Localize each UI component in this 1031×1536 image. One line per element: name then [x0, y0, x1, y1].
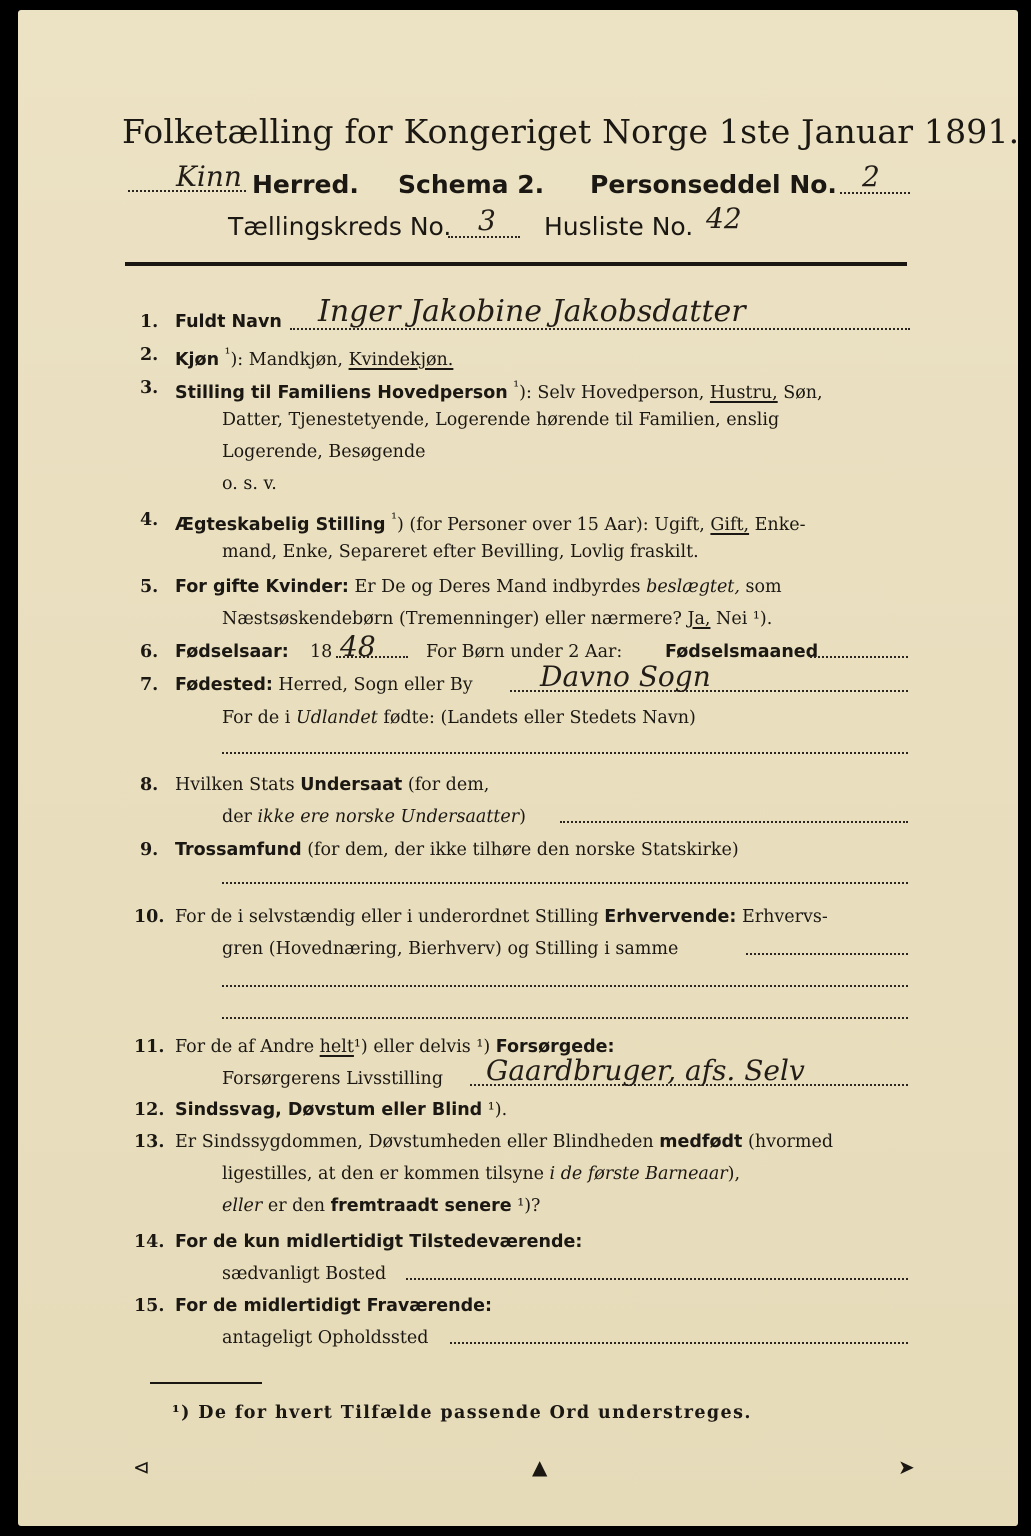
q4-text: ) (for Personer over 15 Aar): Ugift, — [397, 514, 705, 535]
q2-text: ): Mandkjøn, — [230, 349, 343, 370]
q13-line3c: ¹)? — [517, 1196, 541, 1216]
q12-line1 — [175, 1100, 507, 1120]
personseddel-value: 2 — [862, 160, 880, 193]
herred-label: Herred. — [252, 170, 359, 199]
q11-underlined: helt — [319, 1037, 354, 1057]
q8-text-after: (for dem, — [407, 775, 490, 795]
taellingskreds-label: Tællingskreds No. — [228, 212, 452, 241]
q12-text: ¹). — [487, 1100, 508, 1120]
q5-line1 — [175, 577, 782, 597]
q3-underlined: Hustru, — [709, 382, 778, 403]
q10-line2: gren (Hovednæring, Bierhverv) og Stilling i samme — [222, 939, 679, 959]
q12-label: Sindssvag, Døvstum eller Blind — [175, 1100, 483, 1120]
herred-value: Kinn — [176, 160, 242, 193]
q11-number: 11. — [134, 1037, 165, 1057]
q7-text: Herred, Sogn eller By — [278, 675, 473, 695]
q3-label: Stilling til Familiens Hovedperson — [175, 382, 508, 403]
q14-label: For de kun midlertidigt Tilstedeværende: — [175, 1232, 583, 1252]
q4-text-after: Enke- — [754, 514, 806, 535]
q11-text-mid: ¹) eller delvis ¹) — [353, 1037, 491, 1057]
footnote: ¹) De for hvert Tilfælde passende Ord understreges. — [172, 1403, 752, 1423]
registration-mark-left-icon: ⊲ — [133, 1455, 150, 1479]
q13-number: 13. — [134, 1132, 165, 1152]
q6-label2: Fødselsmaaned — [665, 642, 819, 662]
q9-text: (for dem, der ikke tilhøre den norske Statskirke) — [307, 840, 739, 860]
q3-line3: Logerende, Besøgende — [222, 442, 426, 462]
husliste-label: Husliste No. — [544, 212, 694, 241]
q2-sup: ¹ — [224, 345, 231, 362]
q6-label: Fødselsaar: — [175, 642, 289, 662]
form-title: Folketælling for Kongeriget Norge 1ste Januar 1891. — [122, 112, 1020, 151]
q4-number: 4. — [140, 510, 159, 530]
q15-label: For de midlertidigt Fraværende: — [175, 1296, 492, 1316]
footnote-rule — [150, 1382, 262, 1384]
q7-line2a: For de i — [222, 708, 291, 728]
q13-line3b: er den — [267, 1196, 325, 1216]
q13-line1 — [175, 1132, 833, 1152]
q13-italic: i de første Barneaar — [549, 1164, 728, 1184]
q13-label: medfødt — [659, 1132, 743, 1152]
registration-mark-center-icon: ▲ — [532, 1455, 548, 1479]
q2-label: Kjøn — [175, 349, 220, 370]
taellingskreds-value: 3 — [478, 204, 496, 237]
q5-text-after: som — [745, 577, 782, 597]
q2-number: 2. — [140, 345, 159, 365]
q7-dots2 — [222, 752, 908, 754]
q5-line2b: Nei ¹). — [716, 609, 773, 629]
q7-italic: Udlandet — [295, 708, 378, 728]
q6-value: 48 — [340, 630, 376, 663]
q3-line1 — [175, 378, 823, 403]
q5-number: 5. — [140, 577, 159, 597]
q3-line2: Datter, Tjenestetyende, Logerende hørende til Familien, enslig — [222, 410, 780, 430]
q1-value: Inger Jakobine Jakobsdatter — [318, 294, 746, 329]
q4-label: Ægteskabelig Stilling — [175, 514, 386, 535]
q7-line1 — [175, 675, 473, 695]
q3-text: ): Selv Hovedperson, — [519, 382, 705, 403]
header-rule — [125, 262, 907, 266]
q15-dots — [450, 1342, 908, 1344]
q15-line2: antageligt Opholdssted — [222, 1328, 429, 1348]
q5-line2 — [222, 609, 772, 629]
schema-label: Schema 2. — [398, 170, 545, 199]
q7-line2b: fødte: (Landets eller Stedets Navn) — [383, 708, 696, 728]
q10-label: Erhvervende: — [604, 907, 737, 927]
q9-dots — [222, 882, 908, 884]
q8-dots — [560, 821, 908, 823]
q1-number: 1. — [140, 312, 159, 332]
q9-number: 9. — [140, 840, 159, 860]
q8-line2b: ) — [519, 807, 526, 827]
q5-line2a: Næstsøskendebørn (Tremenninger) eller nærmere? — [222, 609, 682, 629]
q8-line1 — [175, 775, 489, 795]
q4-sup: ¹ — [391, 510, 398, 527]
q8-line2a: der — [222, 807, 252, 827]
q10-text: For de i selvstændig eller i underordnet Stilling — [175, 907, 599, 927]
q11-line2: Forsørgerens Livsstilling — [222, 1069, 444, 1089]
q14-dots — [406, 1278, 908, 1280]
registration-mark-right-icon: ➤ — [898, 1455, 915, 1479]
q10-text-after: Erhvervs- — [741, 907, 828, 927]
q7-value: Davno Sogn — [540, 660, 711, 693]
q10-line1 — [175, 907, 828, 927]
q9-line1 — [175, 840, 739, 860]
q8-number: 8. — [140, 775, 159, 795]
q10-dots3 — [222, 1017, 908, 1019]
q11-text: For de af Andre — [175, 1037, 315, 1057]
q13-line3 — [222, 1196, 540, 1216]
q8-label: Undersaat — [300, 775, 403, 795]
q10-number: 10. — [134, 907, 165, 927]
q13-label2: fremtraadt senere — [330, 1196, 512, 1216]
q5-label: For gifte Kvinder: — [175, 577, 349, 597]
q11-value: Gaardbruger, afs. Selv — [486, 1054, 805, 1087]
q14-line2: sædvanligt Bosted — [222, 1264, 387, 1284]
q9-label: Trossamfund — [175, 840, 302, 860]
q6-number: 6. — [140, 642, 159, 662]
q3-line4: o. s. v. — [222, 474, 277, 494]
q10-dots1 — [746, 953, 908, 955]
q13-line2b: ), — [727, 1164, 741, 1184]
q6-month-dots — [810, 656, 908, 658]
q5-italic: beslægtet, — [646, 577, 740, 597]
q1-label: Fuldt Navn — [175, 312, 282, 332]
q13-line2a: ligestilles, at den er kommen tilsyne — [222, 1164, 544, 1184]
q3-sup: ¹ — [513, 378, 520, 395]
q5-underlined: Ja, — [687, 609, 711, 629]
q3-text-after: Søn, — [783, 382, 823, 403]
q2-line — [175, 345, 453, 370]
q13-line3a: eller — [222, 1196, 263, 1216]
q6-prefix: 18 — [310, 642, 333, 662]
q7-number: 7. — [140, 675, 159, 695]
q12-number: 12. — [134, 1100, 165, 1120]
q4-line2: mand, Enke, Separeret efter Bevilling, Lovlig fraskilt. — [222, 542, 699, 562]
q3-number: 3. — [140, 378, 159, 398]
q14-number: 14. — [134, 1232, 165, 1252]
q13-text: Er Sindssygdommen, Døvstumheden eller Blindheden — [175, 1132, 654, 1152]
q13-text-after: (hvormed — [748, 1132, 834, 1152]
q6-text: For Børn under 2 Aar: — [426, 642, 623, 662]
q7-label: Fødested: — [175, 675, 273, 695]
q8-line2 — [222, 807, 526, 827]
q8-italic: ikke ere norske Undersaatter — [257, 807, 520, 827]
q4-underlined: Gift, — [710, 514, 750, 535]
q11-label: Forsørgede: — [495, 1037, 615, 1057]
q10-dots2 — [222, 985, 908, 987]
q4-line1 — [175, 510, 806, 535]
q2-underlined: Kvindekjøn. — [348, 349, 454, 370]
q8-text: Hvilken Stats — [175, 775, 295, 795]
personseddel-label: Personseddel No. — [590, 170, 837, 199]
q13-line2 — [222, 1164, 740, 1184]
q7-line2 — [222, 708, 696, 728]
q5-text: Er De og Deres Mand indbyrdes — [354, 577, 641, 597]
husliste-value: 42 — [706, 202, 742, 235]
q15-number: 15. — [134, 1296, 165, 1316]
